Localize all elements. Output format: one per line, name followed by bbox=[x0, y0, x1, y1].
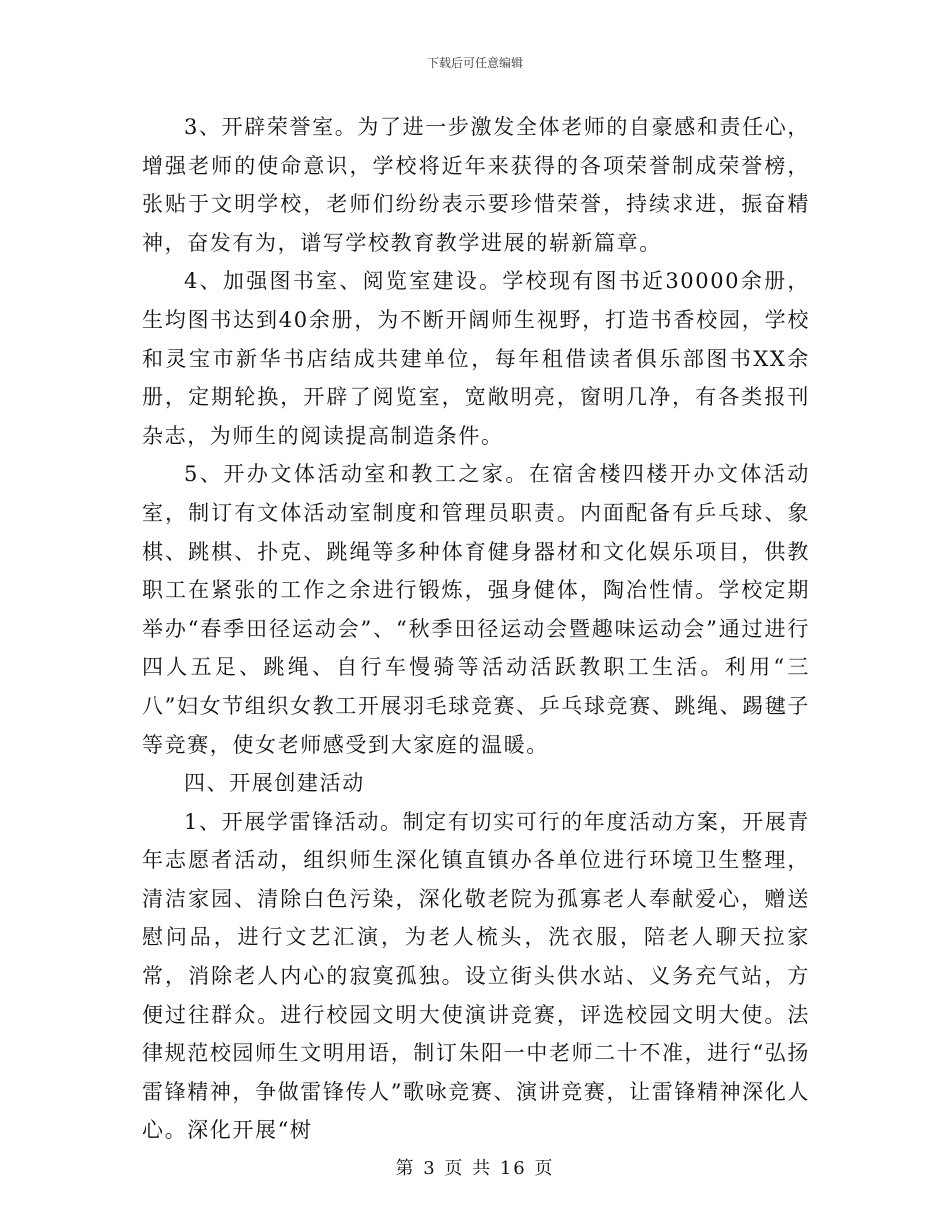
page-header: 下载后可任意编辑 bbox=[426, 56, 523, 70]
paragraph-activity-room: 5、开办文体活动室和教工之家。在宿舍楼四楼开办文体活动室，制订有文体活动室制度和管理员职责。内面配备有乒乓球、象棋、跳棋、扑克、跳绳等多种体育健身器材和文化娱乐项目，供教职工在紧张的工作之余进行锻炼，强身健体，陶冶性情。学校定期举办“春季田径运动会”、“秋季田径运动会暨趣味运动会”通过进行四人五足、跳绳、自行车慢骑等活动活跃教职工生活。利用“三八”妇女节组织女教工开展羽毛球竞赛、乒乓球竞赛、跳绳、踢毽子等竞赛，使女老师感受到大家庭的温暖。 bbox=[142, 462, 810, 757]
document-body bbox=[142, 108, 810, 1150]
section-heading: 四、开展创建活动 bbox=[184, 771, 365, 796]
paragraph-honor-room: 3、开辟荣誉室。为了进一步激发全体老师的自豪感和责任心，增强老师的使命意识，学校将近年来获得的各项荣誉制成荣誉榜，张贴于文明学校，老师们纷纷表示要珍惜荣誉，持续求进，振奋精神，奋发有为，谱写学校教育教学进展的崭新篇章。 bbox=[142, 115, 810, 255]
paragraph-library: 4、加强图书室、阅览室建设。学校现有图书近30000余册，生均图书达到40余册，为不断开阔师生视野，打造书香校园，学校和灵宝市新华书店结成共建单位，每年租借读者俱乐部图书XX余册，定期轮换，开辟了阅览室，宽敞明亮，窗明几净，有各类报刊杂志，为师生的阅读提高制造条件。 bbox=[142, 269, 810, 448]
page-footer: 第 3 页 共 16 页 bbox=[395, 1158, 555, 1179]
paragraph-lei-feng: 1、开展学雷锋活动。制定有切实可行的年度活动方案，开展青年志愿者活动，组织师生深化镇直镇办各单位进行环境卫生整理，清洁家园、清除白色污染，深化敬老院为孤寡老人奉献爱心，赠送慰问品，进行文艺汇演，为老人梳头，洗衣服，陪老人聊天拉家常，消除老人内心的寂寞孤独。设立街头供水站、义务充气站，方便过往群众。进行校园文明大使演讲竞赛，评选校园文明大使。法律规范校园师生文明用语，制订朱阳一中老师二十不准，进行“弘扬雷锋精神，争做雷锋传人”歌咏竞赛、演讲竞赛，让雷锋精神深化人心。深化开展“树 bbox=[142, 809, 810, 1143]
